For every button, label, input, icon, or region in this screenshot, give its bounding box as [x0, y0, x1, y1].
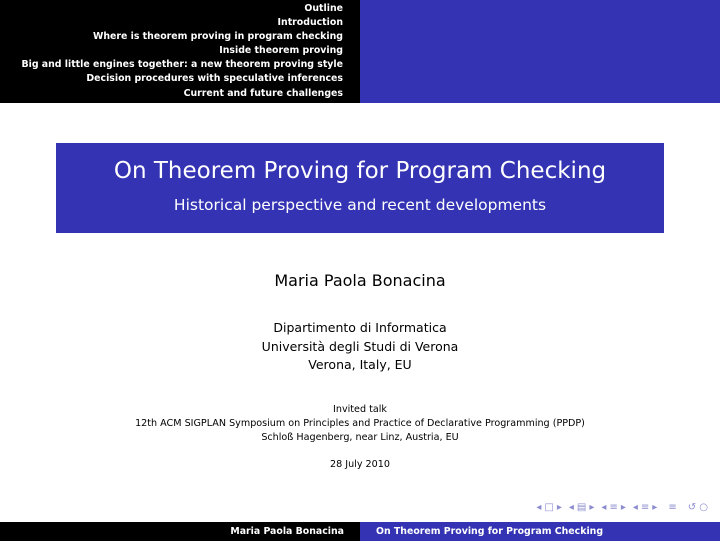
occasion-line: Invited talk [333, 404, 387, 415]
arrow-left-icon[interactable]: ◂ [601, 501, 607, 513]
search-icon[interactable]: ↺ ○ [687, 501, 708, 513]
frame-icon[interactable]: □ [544, 501, 554, 513]
footer-bar [0, 522, 720, 541]
subsection-icon[interactable]: ▤ [576, 501, 587, 513]
arrow-left-icon[interactable]: ◂ [632, 501, 638, 513]
presentation-title: On Theorem Proving for Program Checking [113, 158, 607, 184]
nav-item-where-theorem-proving[interactable]: Where is theorem proving in program checking [93, 31, 343, 43]
institute-line: Dipartimento di Informatica [273, 320, 447, 335]
presentation-date: 28 July 2010 [330, 459, 390, 470]
occasion-line: Schloß Hagenberg, near Linz, Austria, EU [261, 432, 459, 443]
arrow-left-icon[interactable]: ◂ [568, 501, 574, 513]
arrow-right-icon[interactable]: ▸ [589, 501, 595, 513]
institute-block [0, 319, 720, 375]
header-right-panel [360, 0, 720, 103]
nav-item-big-little-engines[interactable]: Big and little engines together: a new theorem proving style [21, 59, 343, 71]
beamer-navigation-symbols [536, 500, 708, 514]
nav-item-outline[interactable]: Outline [304, 3, 343, 14]
nav-item-inside-theorem-proving[interactable]: Inside theorem proving [219, 45, 343, 57]
occasion-line: 12th ACM SIGPLAN Symposium on Principles and Practice of Declarative Programming (PPDP) [135, 418, 585, 429]
header-bar [0, 0, 720, 103]
arrow-right-icon[interactable]: ▸ [620, 501, 626, 513]
section-icon[interactable]: ≡ [609, 501, 618, 513]
occasion-block [0, 403, 720, 445]
nav-item-challenges[interactable]: Current and future challenges [183, 87, 343, 99]
nav-item-introduction[interactable]: Introduction [277, 17, 343, 29]
title-block [56, 143, 664, 233]
section-navigation [0, 0, 360, 103]
presentation-subtitle: Historical perspective and recent developments [173, 196, 547, 214]
align-icon[interactable]: ≡ [668, 501, 677, 513]
author-name: Maria Paola Bonacina [274, 271, 446, 290]
nav-item-decision-procedures[interactable]: Decision procedures with speculative inferences [86, 73, 343, 85]
arrow-left-icon[interactable]: ◂ [536, 501, 542, 513]
section-icon[interactable]: ≡ [640, 501, 650, 513]
institute-line: Università degli Studi di Verona [261, 338, 459, 354]
footer-title: On Theorem Proving for Program Checking [360, 522, 720, 541]
footer-author: Maria Paola Bonacina [0, 522, 360, 541]
arrow-right-icon[interactable]: ▸ [652, 501, 658, 513]
institute-line: Verona, Italy, EU [308, 357, 412, 372]
arrow-right-icon[interactable]: ▸ [556, 501, 562, 513]
